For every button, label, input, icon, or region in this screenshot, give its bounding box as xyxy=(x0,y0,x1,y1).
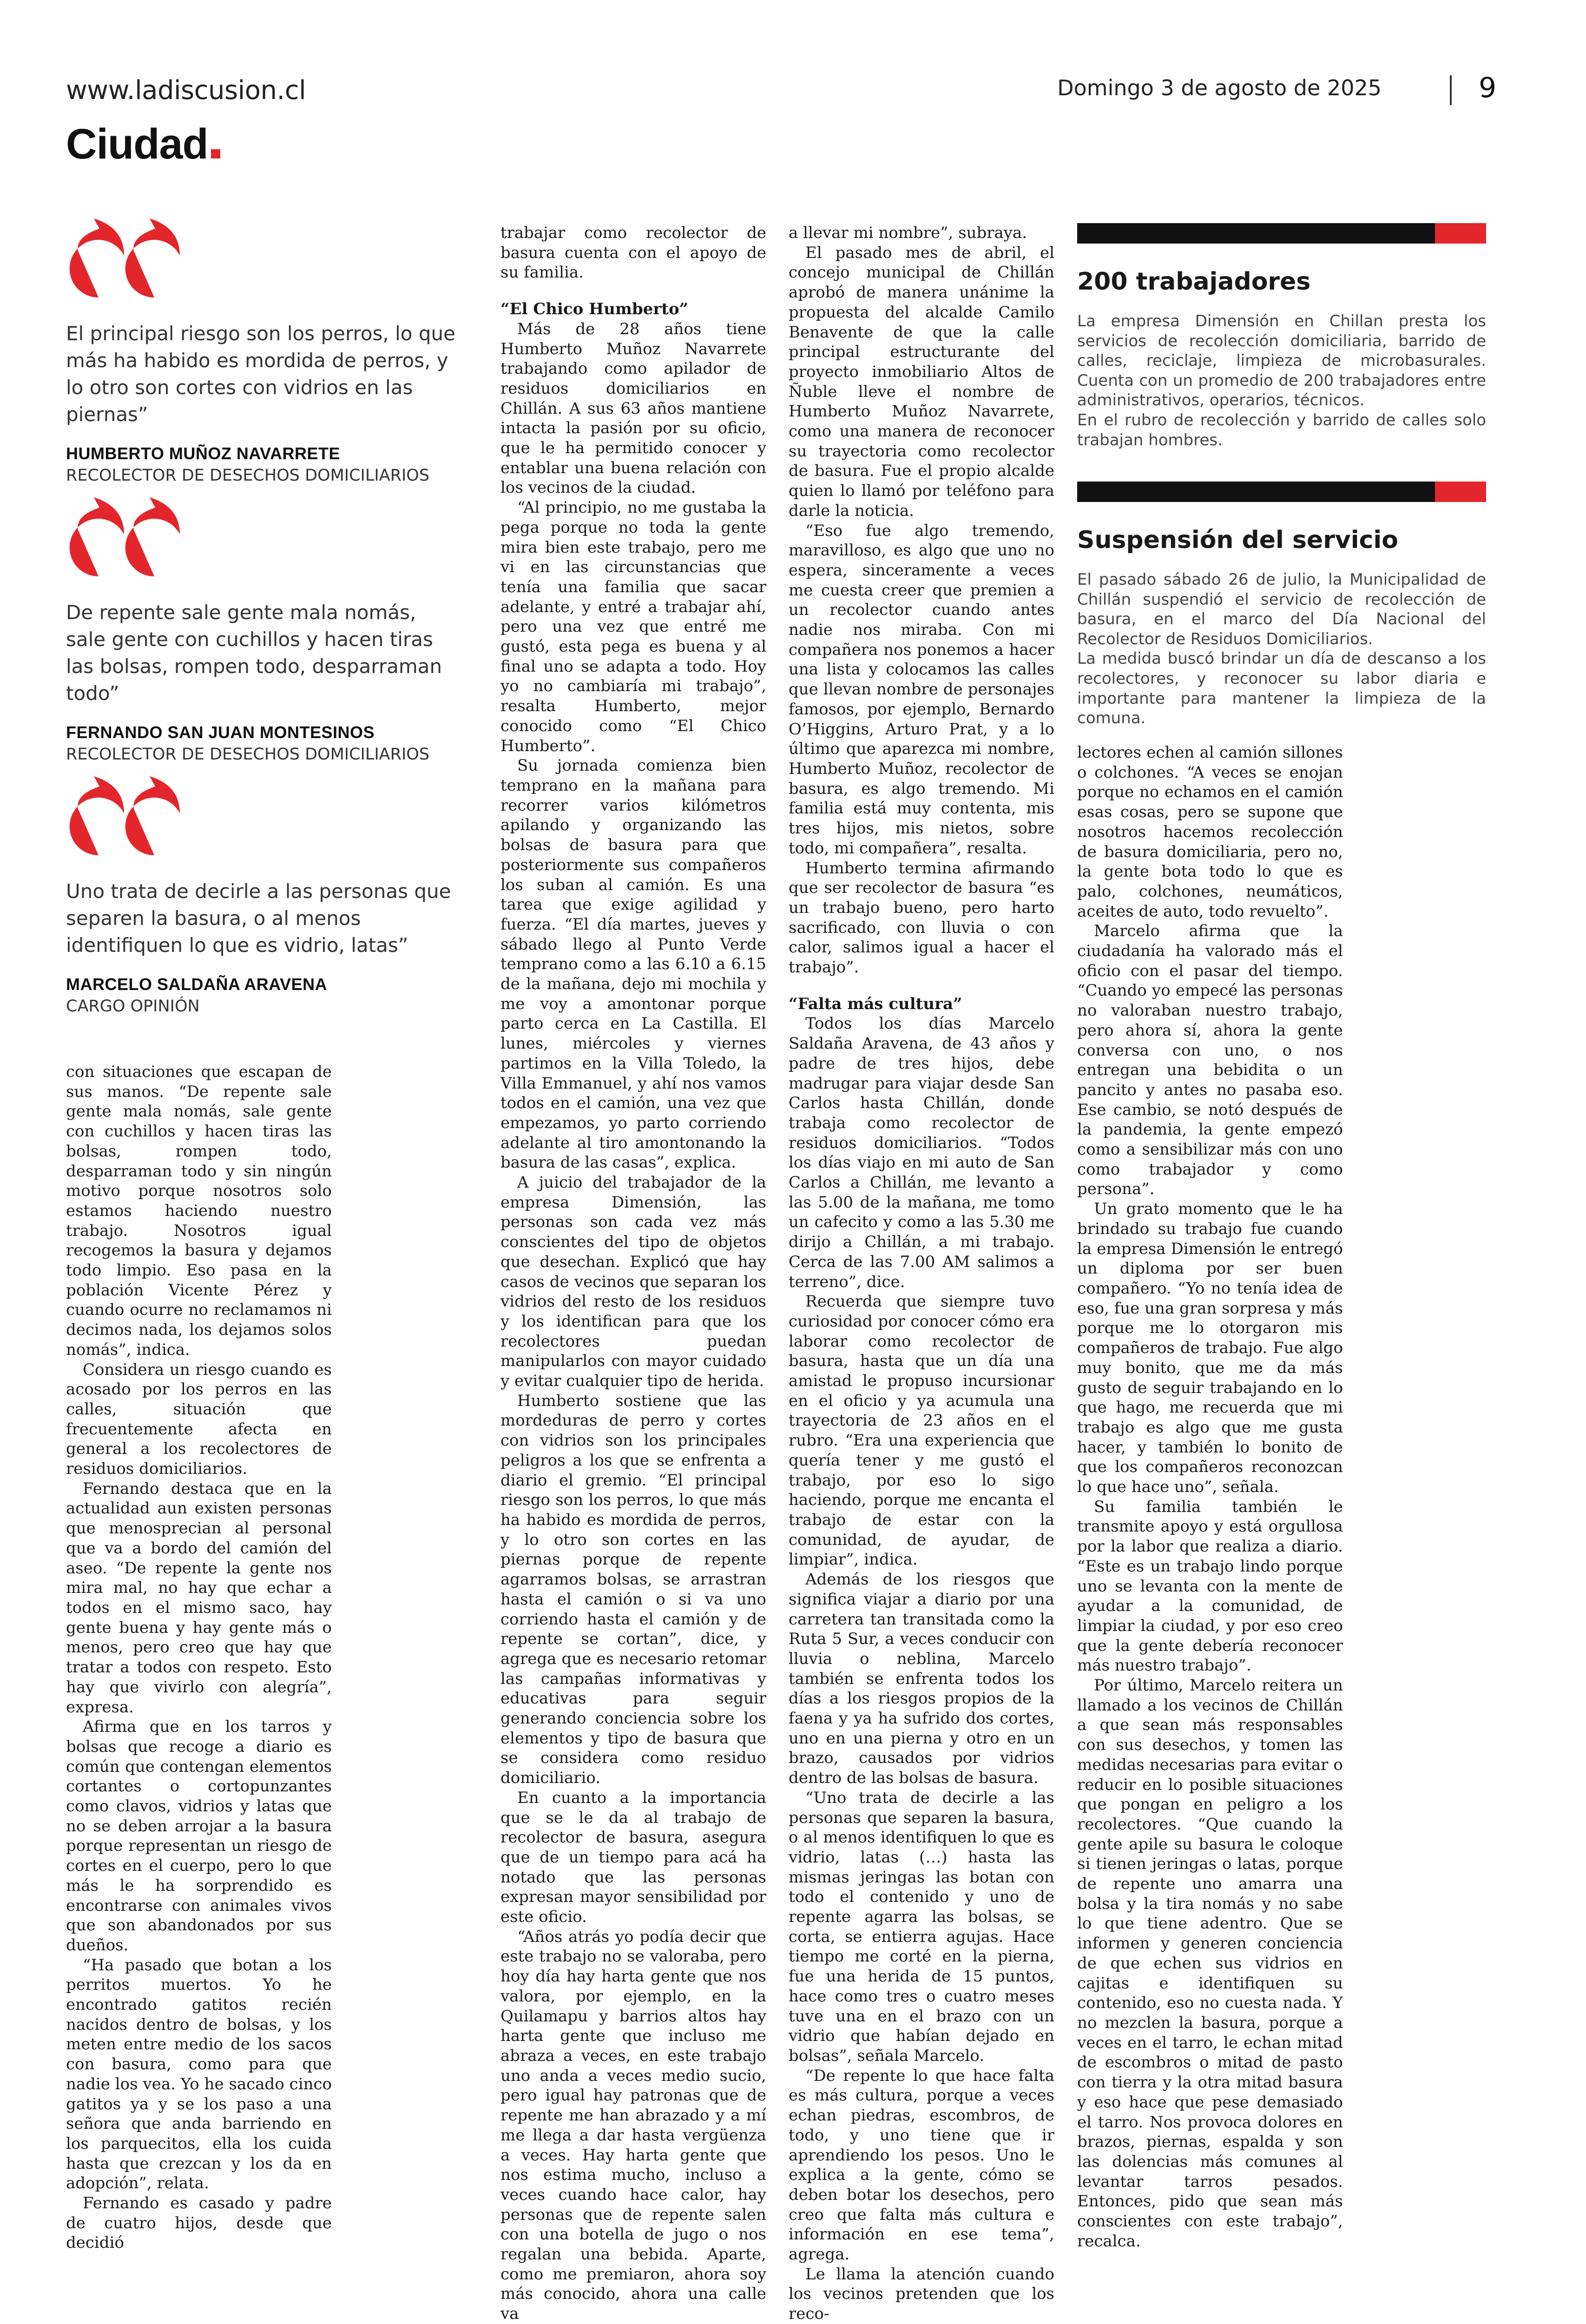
paragraph: Su jornada comienza bien temprano en la mañana para recorrer varios kilómetros apilando y organizando las bolsas de basura para que posteriormente sus compañeros los suban al camión. Es una tarea que exige agilidad y fuerza. “El día martes, jueves y sábado llego al Punto Verde temprano como a las 6.10 a 6.15 de la mañana, dejo mi mochila y me voy a amontonar porque parto cerca en La Castilla. El lunes, miércoles y viernes partimos en la Villa Toledo, la Villa Emmanuel, y ahí nos vamos todos en el camión, una vez que empezamos, yo parto corriendo adelante al tiro amontonando la basura de las casas”, explica. xyxy=(500,756,766,1172)
paragraph: Además de los riesgos que significa viajar a diario por una carretera tan transitada como la Ruta 5 Sur, a veces conducir con lluvia o neblina, Marcelo también se enfrenta todos los días a los riesgos propios de la faena y ya ha sufrido dos cortes, uno en una pierna y otro en un brazo, causados por vidrios dentro de las bolsas de basura. xyxy=(789,1570,1054,1788)
pull-quote-2 xyxy=(66,497,456,764)
issue-date: Domingo 3 de agosto de 2025 xyxy=(1057,75,1382,100)
box-paragraph: El pasado sábado 26 de julio, la Municipalidad de Chillán suspendió el servicio de recolección de basura, en el marco del Día Nacional del Recolector de Residuos Domiciliarios. xyxy=(1077,570,1486,648)
info-box-suspension xyxy=(1077,482,1486,728)
paragraph: Afirma que en los tarros y bolsas que recoge a diario es común que contengan elementos cortantes o cortopunzantes como clavos, vidrios y latas que no se deben arrojar a la basura porque representan un riesgo de cortes en el cuerpo, pero lo que más le ha sorprendido es encontrarse con animales vivos que son abandonados por sus dueños. xyxy=(66,1717,332,1954)
article-column-3 xyxy=(789,223,1054,2324)
paragraph: Por último, Marcelo reitera un llamado a los vecinos de Chillán a que sean más responsables con sus desechos, y tomen las medidas necesarias para evitar o reducir en lo posible situaciones que pongan en peligro a los recolectores. “Que cuando la gente apile su basura le coloque si tienen jeringas o latas, porque de repente uno amarra una bolsa y la tira nomás y no sabe lo que tiene adentro. Que se informen y generen conciencia de que echen sus vidrios en cajitas e identifiquen su contenido, eso no cuesta nada. Y no mezclen la basura, porque a veces en el tarro, le echan mitad de escombros o mitad de pasto con tierra y la otra mitad basura y eso hace que pese demasiado el tarro. Nos provoca dolores en brazos, piernas, espalda y son las dolencias más comunes al levantar tarros pesados. Entonces, pido que sean más conscientes con este trabajo”, recalca. xyxy=(1077,1676,1343,2251)
paragraph: Un grato momento que le ha brindado su trabajo fue cuando la empresa Dimensión le entregó un diploma por ser buen compañero. “Yo no tenía idea de eso, fue una gran sorpresa y más porque me lo otorgaron mis compañeros de trabajo. Fue algo muy bonito, que me da más gusto de seguir trabajando en lo que hago, me recuerda que mi trabajo es algo que me gusta hacer, y también lo bonito de que los compañeros reconozcan lo que hace uno”, señala. xyxy=(1077,1200,1343,1497)
paragraph: “Eso fue algo tremendo, maravilloso, es algo que uno no espera, sinceramente a veces me cuesta creer que premien a un recolector cuando antes nadie nos miraba. Con mi compañera nos ponemos a hacer una lista y colocamos las calles que llevan nombre de personajes famosos, por ejemplo, Bernardo O’Higgins, Arturo Prat, y a lo último que aparezca mi nombre, Humberto Muñoz, recolector de basura, es algo tremendo. Mi familia está muy contenta, mis tres hijos, mis nietos, sobre todo, mi compañera”, resalta. xyxy=(789,521,1054,858)
paragraph: Humberto termina afirmando que ser recolector de basura “es un trabajo bueno, pero harto sacrificado, con lluvia o con calor, salimos igual a hacer el trabajo”. xyxy=(789,858,1054,977)
paragraph: trabajar como recolector de basura cuenta con el apoyo de su familia. xyxy=(500,224,766,282)
box-header-bar xyxy=(1077,223,1486,244)
paragraph: En cuanto a la importancia que se le da al trabajo de recolector de basura, asegura que de un tiempo para acá ha notado que las personas expresan mayor sensibilidad por este oficio. xyxy=(500,1788,766,1927)
quote-author: HUMBERTO MUÑOZ NAVARRETE xyxy=(66,444,340,463)
quote-mark-icon xyxy=(66,218,182,297)
paragraph: El pasado mes de abril, el concejo municipal de Chillán aprobó de manera unánime la propuesta del alcalde Camilo Benavente de que la calle principal estructurante del proyecto inmobiliario Altos de Ñuble lleve el nombre de Humberto Muñoz Navarrete, como una manera de reconocer su trayectoria como recolector de basura. Fue el propio alcalde quien lo llamó por teléfono para darle la noticia. xyxy=(789,243,1054,520)
paragraph: Fernando destaca que en la actualidad aun existen personas que menosprecian al personal que va a bordo del camión del aseo. “De repente la gente nos mira mal, no hay que echar a todos en el mismo saco, hay gente buena y hay gente más o menos, pero creo que hay que tratar a todos con respeto. Esto hay que vivirlo con alegría”, expresa. xyxy=(66,1479,332,1717)
box-paragraph: La medida buscó brindar un día de descanso a los recolectores, y reconocer su labor diaria e importante para mantener la limpieza de la comuna. xyxy=(1077,649,1486,728)
paragraph: “Uno trata de decirle a las personas que separen la basura, o al menos identifiquen lo que es vidrio, latas (…) hasta las mismas jeringas las botan con todo el contenido y uno de repente agarra las bolsas, se corta, se entierra agujas. Hace tiempo me corté en la pierna, fue una herida de 15 puntos, hace como tres o cuatro meses tuve una en el brazo con un vidrio que habían dejado en bolsas”, señala Marcelo. xyxy=(789,1788,1054,2065)
paragraph: con situaciones que escapan de sus manos. “De repente sale gente mala nomás, sale gente con cuchillos y hacen tiras las bolsas, rompen todo, desparraman todo y sin ningún motivo porque nosotros solo estamos haciendo nuestro trabajo. Nosotros igual recogemos la basura y dejamos todo limpio. Eso pasa en la población Vicente Pérez y cuando ocurre no reclamamos ni decimos nada, los dejamos solos nomás”, indica. xyxy=(66,1063,332,1359)
quote-text: De repente sale gente mala nomás, sale gente con cuchillos y hacen tiras las bolsas, rompen todo, desparraman todo” xyxy=(66,601,442,705)
paragraph: Humberto sostiene que las mordeduras de perro y cortes con vidrios son los principales peligros a los que se enfrenta a diario el gremio. “El principal riesgo son los perros, lo que más ha habido es mordida de perros, y lo otro son cortes en las piernas porque de repente agarramos bolsas, se arrastran hasta el camión o si va uno corriendo hasta el camión y de repente se cortan”, dice, y agrega que es necesario retomar las campañas informativas y educativas para seguir generando conciencia sobre los elementos y tipo de basura que se considera como residuo domiciliario. xyxy=(500,1391,766,1788)
article-column-2 xyxy=(500,223,766,2324)
pull-quote-1 xyxy=(66,218,456,485)
quote-author-role: RECOLECTOR DE DESECHOS DOMICILIARIOS xyxy=(66,466,430,485)
box-text xyxy=(1077,311,1486,450)
paragraph: Considera un riesgo cuando es acosado por los perros en las calles, situación que frecuentemente afecta en general a los recolectores de residuos domiciliarios. xyxy=(66,1360,332,1479)
paragraph: a llevar mi nombre”, subraya. xyxy=(789,224,1027,242)
paragraph: “Años atrás yo podía decir que este trabajo no se valoraba, pero hoy día hay harta gente que nos valora, por ejemplo, en la Quilamapu y barrios altos hay harta gente que incluso me abraza a veces, en este trabajo uno anda a veces medio sucio, pero igual hay patronas que de repente me han abrazado y a mí me llega a dar hasta vergüenza a veces. Hay harta gente que nos estima mucho, incluso a veces cuando hace calor, hay personas que de repente salen con una botella de jugo o nos regalan una bebida. Aparte, como me premiaron, ahora soy más conocido, ahora una calle va xyxy=(500,1927,766,2324)
box-header-bar xyxy=(1077,482,1486,502)
box-paragraph: La empresa Dimensión en Chillan presta los servicios de recolección domiciliaria, barrido de calles, reciclaje, limpieza de microbasurales. Cuenta con un promedio de 200 trabajadores entre administrativos, operarios, técnicos. xyxy=(1077,312,1486,410)
paragraph: Fernando es casado y padre de cuatro hijos, desde que decidió xyxy=(66,2194,332,2252)
paragraph: “De repente lo que hace falta es más cultura, porque a veces echan piedras, escombros, de todo, y uno tiene que ir aprendiendo los pesos. Uno le explica a la gente, cómo se deben botar los desechos, pero creo que falta más cultura e información en ese tema”, agrega. xyxy=(789,2066,1054,2264)
paragraph: A juicio del trabajador de la empresa Dimensión, las personas son cada vez más conscientes del tipo de objetos que desechan. Explicó que hay casos de vecinos que separan los vidrios del resto de los residuos y los identifican para que los recolectores puedan manipularlos con mayor cuidado y evitar cualquier tipo de herida. xyxy=(500,1173,766,1391)
quote-author: FERNANDO SAN JUAN MONTESINOS xyxy=(66,723,375,742)
paragraph: Recuerda que siempre tuvo curiosidad por conocer cómo era laborar como recolector de basura, hasta que un día una amistad le propuso incursionar en el oficio y ya acumula una trayectoria de 23 años en el rubro. “Era una experiencia que quería tener y me gustó el trabajo, por eso lo sigo haciendo, porque me encanta el trabajo de estar con la comunidad, de ayudar, de limpiar”, indica. xyxy=(789,1292,1054,1569)
quote-author-role: CARGO OPINIÓN xyxy=(66,997,200,1016)
page-number: 9 xyxy=(1479,72,1497,104)
box-paragraph: En el rubro de recolección y barrido de calles solo trabajan hombres. xyxy=(1077,410,1486,449)
box-title: 200 trabajadores xyxy=(1077,268,1311,296)
section-label: Ciudad xyxy=(66,120,208,168)
paragraph: Todos los días Marcelo Saldaña Aravena, de 43 años y padre de tres hijos, debe madrugar para viajar desde San Carlos hasta Chillán, donde trabaja como recolector de residuos domiciliarios. “Todos los días viajo en mi auto de San Carlos a Chillán, me levanto a las 5.00 de la mañana, me tomo un cafecito y como a las 5.30 me dirijo a Chillán, a mi trabajo. Cerca de las 7.00 AM salimos a terreno”, dice. xyxy=(789,1014,1054,1291)
quote-text: El principal riesgo son los perros, lo que más ha habido es mordida de perros, y lo otro son cortes con vidrios en las piernas” xyxy=(66,322,455,426)
paragraph: “Ha pasado que botan a los perritos muertos. Yo he encontrado gatitos recién nacidos dentro de bolsas, y los meten entre medio de los sacos con basura, como para que nadie los vea. Yo he sacado cinco gatitos ya y se los paso a una señora que anda barriendo en los parquecitos, ella los cuida hasta que crezcan y los da en adopción”, relata. xyxy=(66,1955,332,2193)
subheading: “Falta más cultura” xyxy=(789,994,962,1013)
box-text xyxy=(1077,570,1486,728)
subheading: “El Chico Humberto” xyxy=(500,300,689,319)
paragraph: Su familia también le transmite apoyo y está orgullosa por la labor que realiza a diario. “Este es un trabajo lindo porque uno se levanta con la mente de ayudar a la comunidad, de limpiar la ciudad, y por eso creo que la gente debería reconocer más nuestro trabajo”. xyxy=(1077,1497,1343,1675)
section-title xyxy=(66,120,220,169)
article-column-1 xyxy=(66,1062,332,2253)
quote-mark-icon xyxy=(66,497,182,576)
quote-author-role: RECOLECTOR DE DESECHOS DOMICILIARIOS xyxy=(66,745,430,764)
box-title: Suspensión del servicio xyxy=(1077,526,1398,554)
quote-author: MARCELO SALDAÑA ARAVENA xyxy=(66,975,328,994)
paragraph: Más de 28 años tiene Humberto Muñoz Navarrete trabajando como apilador de residuos domiciliarios en Chillán. A sus 63 años mantiene intacta la pasión por su oficio, que le ha permitido conocer y entablar una buena relación con los vecinos de la ciudad. xyxy=(500,319,766,497)
quote-mark-icon xyxy=(66,776,182,855)
header-divider xyxy=(1450,75,1452,105)
site-url[interactable]: www.ladiscusion.cl xyxy=(66,75,306,106)
paragraph: Le llama la atención cuando los vecinos pretenden que los reco- xyxy=(789,2265,1054,2324)
paragraph: Marcelo afirma que la ciudadanía ha valorado más el oficio con el pasar del tiempo. “Cuando yo empecé las personas no valoraban nuestro trabajo, pero ahora sí, ahora la gente conversa con uno, o nos entregan una bebidita o un pancito y antes no pasaba eso. Ese cambio, se notó después de la pandemia, la gente empezó como a sensibilizar más con uno como trabajador y como persona”. xyxy=(1077,922,1343,1199)
quote-text: Uno trata de decirle a las personas que separen la basura, o al menos identifiquen lo que es vidrio, latas” xyxy=(66,880,451,957)
paragraph: “Al principio, no me gustaba la pega porque no toda la gente mira bien este trabajo, pero me vi en las circunstancias que tenía una familia que sacar adelante, y entré a trabajar ahí, pero una vez que entré me gustó, esta pega es buena y al final uno se adapta a todo. Hoy yo no cambiaría mi trabajo”, resalta Humberto, mejor conocido como “El Chico Humberto”. xyxy=(500,498,766,755)
pull-quote-3 xyxy=(66,776,456,1016)
article-column-4 xyxy=(1077,743,1343,2251)
info-box-workers xyxy=(1077,223,1486,450)
paragraph: lectores echen al camión sillones o colchones. “A veces se enojan porque no echamos en el camión esas cosas, pero se supone que nosotros hacemos recolección de basura domiciliaria, pero no, la gente bota todo lo que es palo, colchones, neumáticos, aceites de auto, todo revuelto”. xyxy=(1077,743,1343,921)
section-dot-icon xyxy=(211,149,220,158)
